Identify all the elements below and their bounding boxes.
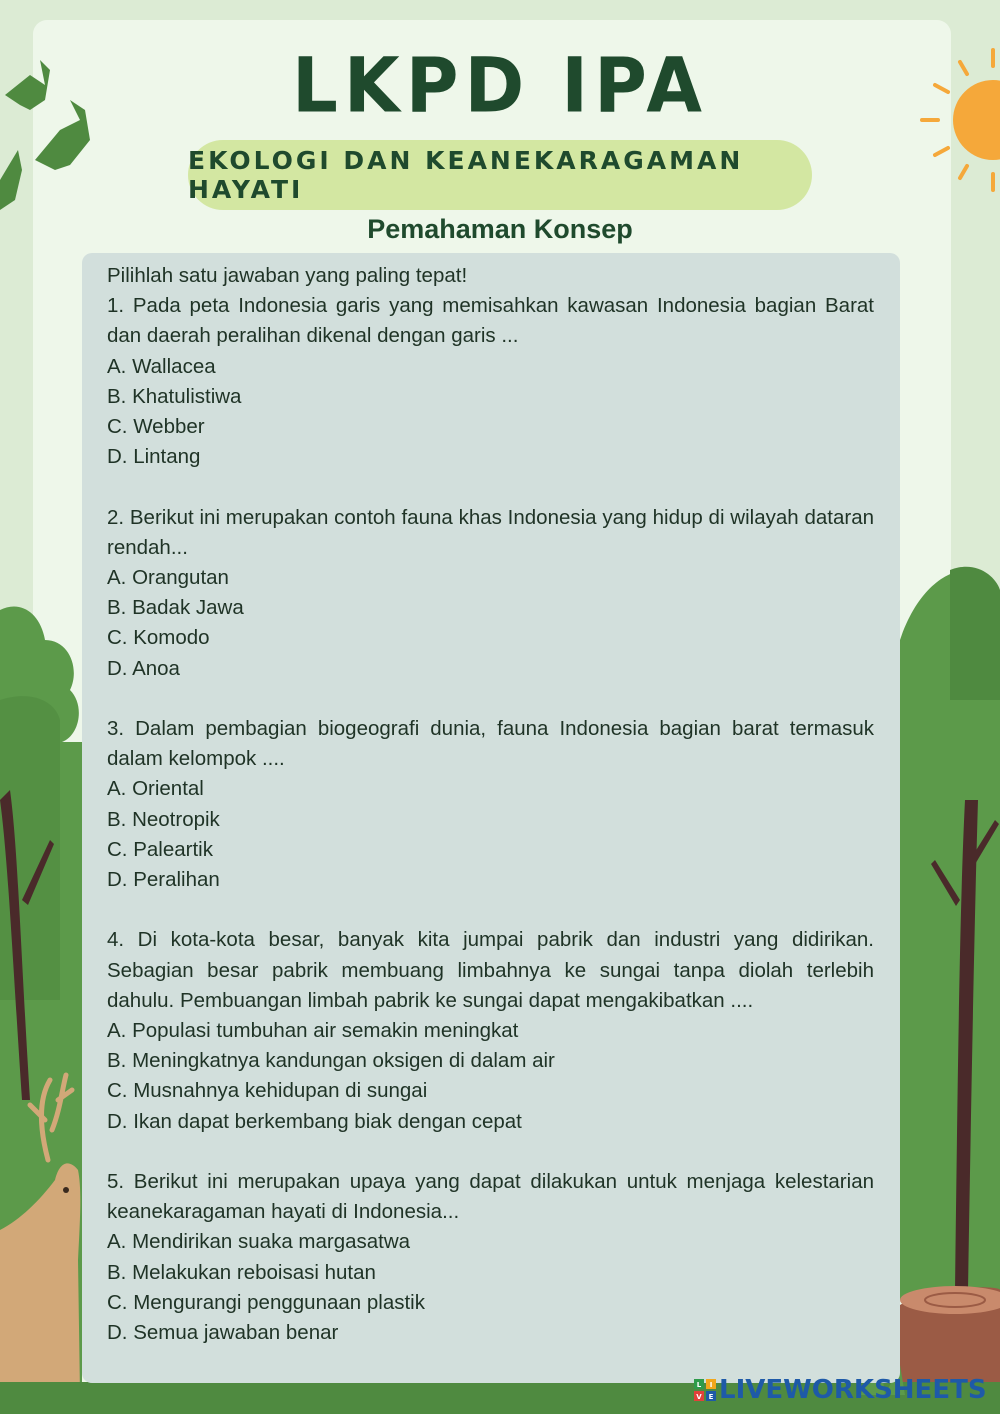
logo-letter: I — [709, 1381, 713, 1389]
liveworksheets-logo-icon — [694, 1379, 716, 1401]
spacer — [107, 1137, 874, 1167]
answer-option[interactable]: D. Semua jawaban benar — [107, 1321, 339, 1345]
question-block — [107, 925, 874, 1136]
question-block — [107, 1167, 874, 1348]
liveworksheets-watermark[interactable] — [694, 1375, 987, 1405]
answer-option[interactable]: C. Musnahnya kehidupan di sungai — [107, 1079, 428, 1103]
subtitle-text: EKOLOGI DAN KEANEKARAGAMAN HAYATI — [188, 146, 744, 204]
spacer — [107, 472, 874, 502]
answer-option[interactable]: B. Badak Jawa — [107, 596, 244, 620]
watermark-text: LIVEWORKSHEETS — [719, 1375, 987, 1405]
answer-option[interactable]: B. Khatulistiwa — [107, 384, 242, 408]
answer-option[interactable]: D. Lintang — [107, 445, 201, 469]
spacer — [107, 684, 874, 714]
question-text: 3. Dalam pembagian biogeografi dunia, fauna Indonesia bagian barat termasuk dalam kelompok .... — [107, 717, 874, 771]
answer-option[interactable]: C. Komodo — [107, 626, 210, 650]
answer-option[interactable]: A. Wallacea — [107, 354, 216, 378]
answer-option[interactable]: B. Meningkatnya kandungan oksigen di dalam air — [107, 1049, 555, 1073]
section-heading: Pemahaman Konsep — [367, 214, 633, 244]
answer-option[interactable]: A. Mendirikan suaka margasatwa — [107, 1230, 411, 1254]
question-text: 4. Di kota-kota besar, banyak kita jumpai pabrik dan industri yang didirikan. Sebagian besar pabrik membuang limbahnya ke sungai tanpa diolah terlebih dahulu. Pembuangan limbah pabrik ke sungai dapat mengakibatkan .... — [107, 928, 874, 1012]
answer-option[interactable]: A. Oriental — [107, 777, 204, 801]
question-text: 2. Berikut ini merupakan contoh fauna khas Indonesia yang hidup di wilayah dataran rendah... — [107, 505, 874, 559]
spacer — [107, 895, 874, 925]
answer-option[interactable]: B. Melakukan reboisasi hutan — [107, 1260, 376, 1284]
logo-letter: E — [708, 1393, 714, 1401]
question-text: 1. Pada peta Indonesia garis yang memisahkan kawasan Indonesia bagian Barat dan daerah peralihan dikenal dengan garis ... — [107, 294, 874, 348]
question-box — [82, 253, 900, 1383]
answer-option[interactable]: C. Paleartik — [107, 837, 213, 861]
answer-option[interactable]: C. Webber — [107, 415, 205, 439]
question-block — [107, 714, 874, 895]
answer-option[interactable]: B. Neotropik — [107, 807, 220, 831]
logo-letter: L — [696, 1381, 702, 1389]
answer-option[interactable]: D. Ikan dapat berkembang biak dengan cepat — [107, 1109, 522, 1133]
subtitle-banner — [188, 140, 812, 210]
logo-letter: V — [696, 1393, 702, 1401]
question-text: 5. Berikut ini merupakan upaya yang dapat dilakukan untuk menjaga kelestarian keanekaragaman hayati di Indonesia... — [107, 1170, 874, 1224]
answer-option[interactable]: A. Populasi tumbuhan air semakin meningkat — [107, 1019, 519, 1043]
question-block — [107, 503, 874, 684]
answer-option[interactable]: D. Anoa — [107, 656, 180, 680]
answer-option[interactable]: A. Orangutan — [107, 566, 229, 590]
tree-icon — [900, 567, 1000, 1300]
answer-option[interactable]: C. Mengurangi penggunaan plastik — [107, 1290, 425, 1314]
page-title: LKPD IPA — [292, 40, 708, 130]
instruction-text: Pilihlah satu jawaban yang paling tepat! — [107, 264, 468, 287]
answer-option[interactable]: D. Peralihan — [107, 868, 220, 892]
question-block — [107, 291, 874, 472]
